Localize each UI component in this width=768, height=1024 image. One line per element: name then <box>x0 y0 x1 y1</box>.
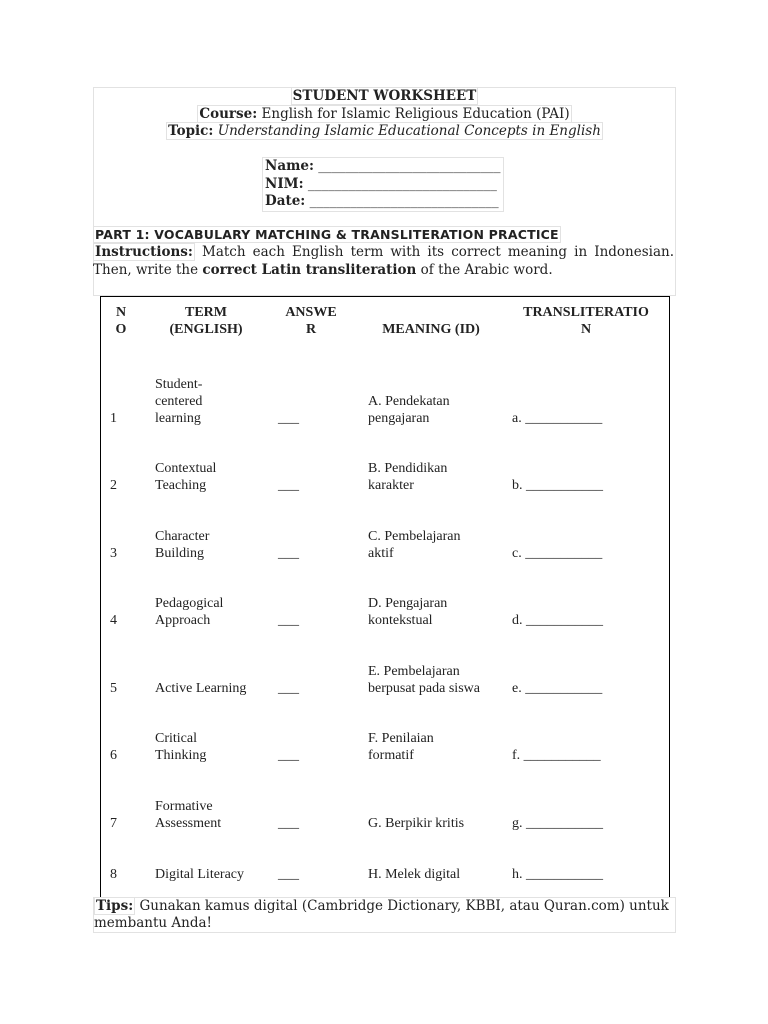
term-cell: Student- centered learning <box>155 377 203 426</box>
worksheet-header <box>93 87 676 141</box>
meaning-cell: D. Pengajaran kontekstual <box>368 596 448 628</box>
answer-blank[interactable]: ___ <box>278 748 299 763</box>
answer-blank[interactable]: ___ <box>278 867 299 882</box>
row-number: 6 <box>110 748 117 763</box>
row-number: 8 <box>110 867 117 882</box>
term-cell: Critical Thinking <box>155 731 207 763</box>
term-cell: Pedagogical Approach <box>155 596 224 628</box>
row-number: 2 <box>110 478 117 493</box>
answer-blank[interactable]: ___ <box>278 816 299 831</box>
course-value: English for Islamic Religious Education (PAI) <box>261 105 570 122</box>
topic-value: Understanding Islamic Educational Concepts in English <box>217 123 601 139</box>
name-field[interactable] <box>265 158 501 176</box>
meaning-cell: F. Penilaian formatif <box>368 731 434 763</box>
term-cell: Character Building <box>155 529 210 561</box>
topic-label: Topic: <box>168 123 214 139</box>
term-cell: Active Learning <box>155 681 247 696</box>
instructions-text-1: Match each English term with its correct meaning in Indonesian. Then, write the <box>93 244 675 278</box>
instructions-label: Instructions: <box>95 244 193 260</box>
tips-label: Tips: <box>96 898 134 914</box>
meaning-cell: H. Melek digital <box>368 867 461 882</box>
term-cell: Formative Assessment <box>155 799 222 831</box>
tips-text: Gunakan kamus digital (Cambridge Dictionary, KBBI, atau Quran.com) untuk membantu Anda! <box>94 898 669 931</box>
transliteration-blank[interactable]: d. ___________ <box>512 613 603 628</box>
row-number: 1 <box>110 411 117 426</box>
instructions-bold: correct Latin transliteration <box>202 262 417 278</box>
vocabulary-table <box>100 296 670 898</box>
term-cell: Contextual Teaching <box>155 461 217 493</box>
answer-blank[interactable]: ___ <box>278 411 299 426</box>
header-transliteration: TRANSLITERATIO N <box>523 305 649 337</box>
transliteration-blank[interactable]: e. ___________ <box>512 681 603 696</box>
nim-label: NIM: <box>265 175 304 192</box>
header-no: N O <box>115 305 127 337</box>
row-number: 4 <box>110 613 117 628</box>
row-number: 3 <box>110 546 117 561</box>
date-field[interactable] <box>265 193 501 211</box>
answer-blank[interactable]: ___ <box>278 478 299 493</box>
meaning-cell: C. Pembelajaran aktif <box>368 529 461 561</box>
nim-field[interactable] <box>265 176 501 194</box>
student-info-fields <box>262 157 504 212</box>
instructions-text-2: of the Arabic word. <box>420 262 553 278</box>
meaning-cell: B. Pendidikan karakter <box>368 461 448 493</box>
date-blank[interactable]: ____________________________ <box>309 193 499 209</box>
course-line <box>197 105 571 123</box>
header-answer: ANSWE R <box>285 305 337 337</box>
transliteration-blank[interactable]: a. ___________ <box>512 411 603 426</box>
transliteration-blank[interactable]: h. ___________ <box>512 867 603 882</box>
part1-instructions <box>93 243 674 279</box>
transliteration-blank[interactable]: c. ___________ <box>512 546 603 561</box>
tips-box <box>93 897 676 933</box>
transliteration-blank[interactable]: g. ___________ <box>512 816 603 831</box>
nim-blank[interactable]: ____________________________ <box>307 175 497 192</box>
meaning-cell: A. Pendekatan pengajaran <box>368 394 450 426</box>
answer-blank[interactable]: ___ <box>278 681 299 696</box>
answer-blank[interactable]: ___ <box>278 546 299 561</box>
part1-title: PART 1: VOCABULARY MATCHING & TRANSLITERATION PRACTICE <box>95 227 559 242</box>
meaning-cell: G. Berpikir kritis <box>368 816 465 831</box>
course-label: Course: <box>199 105 258 122</box>
worksheet-title: STUDENT WORKSHEET <box>292 88 477 104</box>
name-label: Name: <box>265 158 314 174</box>
answer-blank[interactable]: ___ <box>278 613 299 628</box>
date-label: Date: <box>265 193 306 209</box>
transliteration-blank[interactable]: f. ___________ <box>512 748 601 763</box>
transliteration-blank[interactable]: b. ___________ <box>512 478 603 493</box>
header-term: TERM (ENGLISH) <box>169 305 243 337</box>
row-number: 5 <box>110 681 117 696</box>
row-number: 7 <box>110 816 117 831</box>
term-cell: Digital Literacy <box>155 867 245 882</box>
topic-line <box>166 122 603 140</box>
meaning-cell: E. Pembelajaran berpusat pada siswa <box>368 664 480 696</box>
name-blank[interactable]: ___________________________ <box>318 158 501 174</box>
header-meaning: MEANING (ID) <box>382 322 480 337</box>
